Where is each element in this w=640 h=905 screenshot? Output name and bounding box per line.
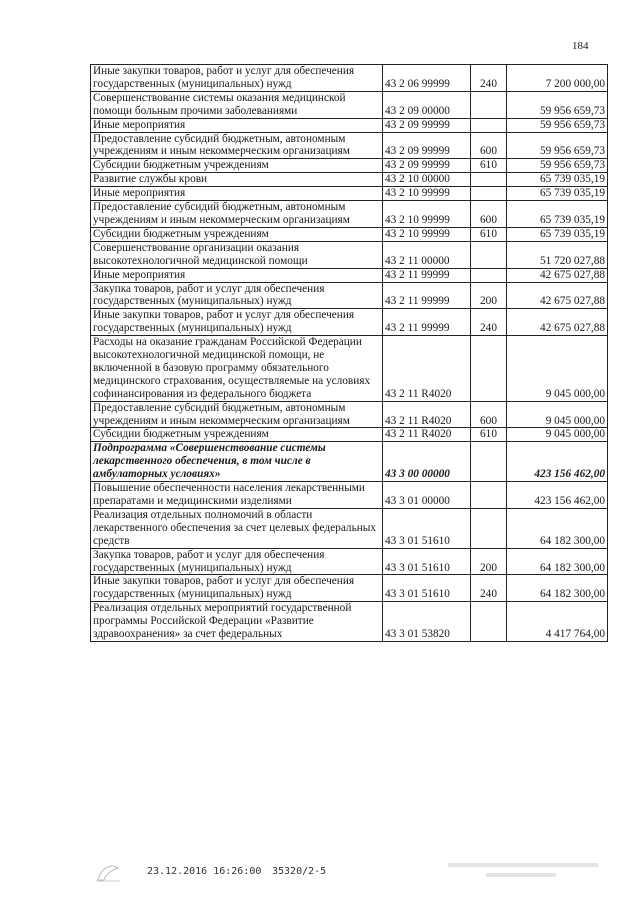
row-amount-cell: 9 045 000,00 — [507, 428, 608, 442]
row-name-cell: Расходы на оказание гражданам Российской Федерации высокотехнологичной медицинской помощи, не включенной в базовую программу обязательного медицинского страхования, осуществляемые на условиях софинансирования из федерального бюджета — [91, 336, 383, 402]
row-amount-cell: 64 182 300,00 — [507, 575, 608, 602]
row-name-cell: Предоставление субсидий бюджетным, автономным учреждениям и иным некоммерческим организациям — [91, 132, 383, 159]
row-code-cell: 43 2 09 99999 — [383, 159, 471, 173]
table-row — [91, 482, 608, 509]
row-amount-cell: 423 156 462,00 — [507, 442, 608, 482]
table-row — [91, 132, 608, 159]
table-row — [91, 118, 608, 132]
row-amount-cell: 65 739 035,19 — [507, 201, 608, 228]
row-code-cell: 43 3 01 51610 — [383, 575, 471, 602]
row-amount-cell: 42 675 027,88 — [507, 309, 608, 336]
row-amount-cell: 65 739 035,19 — [507, 173, 608, 187]
row-code-cell: 43 2 11 99999 — [383, 282, 471, 309]
row-code-cell: 43 2 10 00000 — [383, 173, 471, 187]
row-amount-cell: 65 739 035,19 — [507, 227, 608, 241]
table-row — [91, 336, 608, 402]
row-amount-cell: 7 200 000,00 — [507, 65, 608, 92]
row-name-cell: Закупка товаров, работ и услуг для обеспечения государственных (муниципальных) нужд — [91, 548, 383, 575]
row-vr-cell: 600 — [471, 401, 507, 428]
table-row — [91, 401, 608, 428]
row-vr-cell: 600 — [471, 132, 507, 159]
row-name-cell: Иные закупки товаров, работ и услуг для обеспечения государственных (муниципальных) нужд — [91, 575, 383, 602]
row-name-cell: Субсидии бюджетным учреждениям — [91, 428, 383, 442]
row-name-cell: Совершенствование системы оказания медицинской помощи больным прочими заболеваниями — [91, 91, 383, 118]
row-vr-cell — [471, 482, 507, 509]
row-amount-cell: 51 720 027,88 — [507, 241, 608, 268]
row-amount-cell: 9 045 000,00 — [507, 336, 608, 402]
row-name-cell: Повышение обеспеченности населения лекарственными препаратами и медицинскими изделиями — [91, 482, 383, 509]
row-code-cell: 43 2 09 99999 — [383, 132, 471, 159]
row-code-cell: 43 2 10 99999 — [383, 187, 471, 201]
row-vr-cell: 600 — [471, 201, 507, 228]
table-row — [91, 282, 608, 309]
row-vr-cell — [471, 118, 507, 132]
table-row — [91, 159, 608, 173]
footer-doc-number: 35320/2-5 — [272, 866, 327, 877]
table-row — [91, 91, 608, 118]
budget-table-body — [91, 65, 608, 642]
row-vr-cell: 610 — [471, 159, 507, 173]
footer-date: 23.12.2016 16:26:00 — [147, 866, 262, 877]
table-row — [91, 442, 608, 482]
row-name-cell: Иные закупки товаров, работ и услуг для обеспечения государственных (муниципальных) нужд — [91, 65, 383, 92]
row-code-cell: 43 2 10 99999 — [383, 201, 471, 228]
row-amount-cell: 42 675 027,88 — [507, 282, 608, 309]
row-code-cell: 43 3 01 51610 — [383, 548, 471, 575]
row-vr-cell — [471, 187, 507, 201]
row-code-cell: 43 2 06 99999 — [383, 65, 471, 92]
row-name-cell: Иные мероприятия — [91, 268, 383, 282]
row-vr-cell — [471, 91, 507, 118]
row-vr-cell — [471, 602, 507, 642]
stamp-logo — [92, 860, 124, 884]
row-code-cell: 43 3 01 53820 — [383, 602, 471, 642]
table-row — [91, 309, 608, 336]
table-row — [91, 227, 608, 241]
row-name-cell: Субсидии бюджетным учреждениям — [91, 227, 383, 241]
row-code-cell: 43 2 11 99999 — [383, 268, 471, 282]
row-code-cell: 43 2 09 00000 — [383, 91, 471, 118]
row-name-cell: Реализация отдельных полномочий в области лекарственного обеспечения за счет целевых федеральных средств — [91, 508, 383, 548]
row-code-cell: 43 2 11 R4020 — [383, 428, 471, 442]
row-vr-cell: 240 — [471, 575, 507, 602]
row-code-cell: 43 2 11 R4020 — [383, 336, 471, 402]
row-name-cell: Иные мероприятия — [91, 118, 383, 132]
row-amount-cell: 64 182 300,00 — [507, 508, 608, 548]
row-amount-cell: 423 156 462,00 — [507, 482, 608, 509]
row-vr-cell: 610 — [471, 428, 507, 442]
row-vr-cell — [471, 173, 507, 187]
table-row — [91, 173, 608, 187]
row-vr-cell — [471, 268, 507, 282]
row-name-cell: Развитие службы крови — [91, 173, 383, 187]
row-vr-cell: 240 — [471, 65, 507, 92]
row-amount-cell: 59 956 659,73 — [507, 159, 608, 173]
table-row — [91, 602, 608, 642]
faded-stamp — [448, 860, 598, 882]
table-row — [91, 428, 608, 442]
row-vr-cell: 610 — [471, 227, 507, 241]
row-name-cell: Субсидии бюджетным учреждениям — [91, 159, 383, 173]
table-row — [91, 548, 608, 575]
row-code-cell: 43 3 00 00000 — [383, 442, 471, 482]
row-amount-cell: 4 417 764,00 — [507, 602, 608, 642]
table-row — [91, 187, 608, 201]
row-name-cell: Иные закупки товаров, работ и услуг для обеспечения государственных (муниципальных) нужд — [91, 309, 383, 336]
row-name-cell: Предоставление субсидий бюджетным, автономным учреждениям и иным некоммерческим организациям — [91, 201, 383, 228]
row-vr-cell — [471, 508, 507, 548]
row-vr-cell — [471, 241, 507, 268]
row-amount-cell: 42 675 027,88 — [507, 268, 608, 282]
row-name-cell: Иные мероприятия — [91, 187, 383, 201]
table-row — [91, 241, 608, 268]
row-vr-cell: 200 — [471, 282, 507, 309]
row-name-cell: Закупка товаров, работ и услуг для обеспечения государственных (муниципальных) нужд — [91, 282, 383, 309]
row-amount-cell: 9 045 000,00 — [507, 401, 608, 428]
row-code-cell: 43 2 10 99999 — [383, 227, 471, 241]
row-amount-cell: 59 956 659,73 — [507, 91, 608, 118]
row-code-cell: 43 2 11 00000 — [383, 241, 471, 268]
table-row — [91, 65, 608, 92]
table-row — [91, 575, 608, 602]
row-amount-cell: 59 956 659,73 — [507, 132, 608, 159]
row-vr-cell: 200 — [471, 548, 507, 575]
row-code-cell: 43 3 01 00000 — [383, 482, 471, 509]
budget-table — [90, 64, 608, 642]
row-name-cell: Подпрограмма «Совершенствование системы лекарственного обеспечения, в том числе в амбулаторных условиях» — [91, 442, 383, 482]
row-vr-cell: 240 — [471, 309, 507, 336]
row-name-cell: Предоставление субсидий бюджетным, автономным учреждениям и иным некоммерческим организациям — [91, 401, 383, 428]
row-code-cell: 43 2 11 R4020 — [383, 401, 471, 428]
row-vr-cell — [471, 336, 507, 402]
row-code-cell: 43 2 09 99999 — [383, 118, 471, 132]
table-row — [91, 201, 608, 228]
row-amount-cell: 65 739 035,19 — [507, 187, 608, 201]
table-row — [91, 268, 608, 282]
row-code-cell: 43 3 01 51610 — [383, 508, 471, 548]
row-name-cell: Реализация отдельных мероприятий государственной программы Российской Федерации «Развитие здравоохранения» за счет федеральных — [91, 602, 383, 642]
row-amount-cell: 64 182 300,00 — [507, 548, 608, 575]
row-vr-cell — [471, 442, 507, 482]
row-code-cell: 43 2 11 99999 — [383, 309, 471, 336]
table-row — [91, 508, 608, 548]
page-number: 184 — [572, 40, 589, 52]
row-name-cell: Совершенствование организации оказания высокотехнологичной медицинской помощи — [91, 241, 383, 268]
row-amount-cell: 59 956 659,73 — [507, 118, 608, 132]
